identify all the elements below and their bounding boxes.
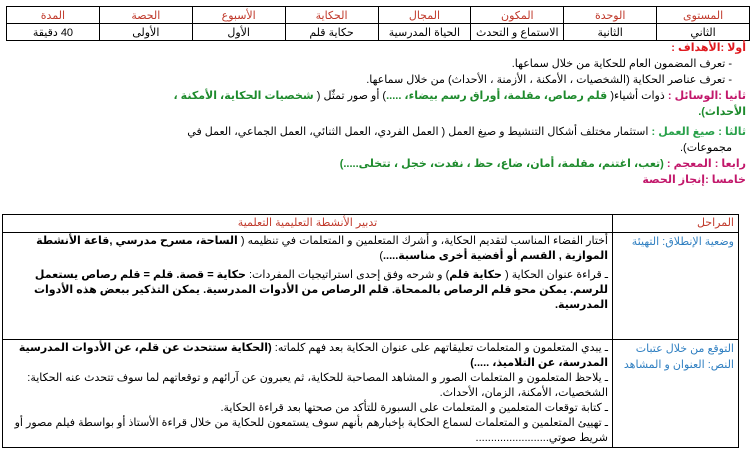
prediction-line-4: ـ تهييئ المتعلمين و المتعلمات لسماع الحكاية بإخبارهم بأنهم سوف يستمعون للحكاية من خلال قراءة الأستاذ أو بواسطة فيلم مصور أو شريط صوتي........................ [14, 417, 608, 444]
header-domain: المجال [378, 7, 471, 24]
means-text-mid: ) أو صور تمثّل ( [316, 90, 387, 102]
phase-warmup: وضعية الإنطلاق: التهيئة [613, 233, 739, 340]
value-story: حكاية قلم [285, 24, 378, 41]
lexicon-words: (تعب، اغتنم، مقلمة، أمان، ضاع، حظ ، نفدت، خجل ، تتخلى.....) [339, 158, 664, 170]
value-session: الأولى [99, 24, 192, 41]
lesson-info-table [6, 6, 750, 41]
warmup-p2-mid: ) و شرحه وفق إحدى استراتيجيات المفردات: [249, 269, 450, 281]
work-forms-line [8, 124, 746, 140]
work-forms-text: استثمار مختلف أشكال التنشيط و صيغ العمل ( العمل الفردي، العمل الثنائي، العمل الجماعي، العمل في [187, 126, 649, 138]
work-forms-label: ثالثا : صيغ العمل : [651, 126, 746, 138]
goals-title: أولا :الأهداف : [671, 42, 746, 54]
means-pictures: شخصيات الحكاية، الأمكنة ، [173, 90, 317, 102]
fifth-label: خامسا :إنجاز الحصة [642, 174, 746, 186]
warmup-paragraph-1 [7, 234, 608, 264]
lesson-header-row [3, 215, 739, 233]
header-duration: المدة [7, 7, 100, 24]
warmup-p1-end: ) [379, 250, 383, 262]
lesson-row-prediction [3, 340, 739, 448]
prediction-l1-examples: (الحكاية ستتحدث عن قلم، عن الأدوات المدرسية المدرسة، عن التلاميذ، .....) [18, 342, 608, 369]
header-level: المستوى [657, 7, 750, 24]
lesson-plan-body [8, 40, 746, 188]
header-week: الأسبوع [192, 7, 285, 24]
lesson-row-warmup [3, 233, 739, 340]
prediction-line-1 [7, 341, 608, 371]
value-week: الأول [192, 24, 285, 41]
means-line-2: الأحداث). [698, 106, 746, 118]
header-story: الحكاية [285, 7, 378, 24]
value-component: الاستماع و التحدث [471, 24, 564, 41]
means-text-pre: ذوات أشياء( [610, 90, 665, 102]
info-header-row [7, 7, 750, 24]
warmup-p1-spaces: الساحة، مسرح مدرسي ,قاعة الأنشطة الموازية , القسم أو أفضية أخرى مناسبة..... [36, 235, 608, 262]
means-line [8, 88, 746, 104]
activities-prediction [3, 340, 613, 448]
prediction-l1-text: ـ يبدي المتعلمون و المتعلمات تعليقاتهم على عنوان الحكاية بعد فهم كلماته: [274, 342, 608, 354]
value-level: الثاني [657, 24, 750, 41]
means-label: ثانيا :الوسائل : [667, 90, 746, 102]
header-phases: المراحل [613, 215, 739, 233]
means-objects: قلم رصاص، مقلمة، أوراق رسم بيضاء، ..... [386, 90, 611, 102]
value-duration: 40 دقيقة [7, 24, 100, 41]
goal-item-1: - تعرف المضمون العام للحكاية من خلال سماعها. [511, 58, 732, 70]
header-unit: الوحدة [564, 7, 657, 24]
lexicon-line [8, 156, 746, 172]
header-activities: تدبير الأنشطة التعليمية التعلمية [3, 215, 613, 233]
lexicon-label: رابعا : المعجم : [666, 158, 746, 170]
header-component: المكون [471, 7, 564, 24]
value-domain: الحياة المدرسية [378, 24, 471, 41]
value-unit: الثانية [564, 24, 657, 41]
lesson-activities-table [2, 214, 739, 448]
phase-prediction: التوقع من خلال عتبات النص: العنوان و المشاهد [613, 340, 739, 448]
info-value-row [7, 24, 750, 41]
work-forms-line-2: مجموعات). [679, 142, 732, 154]
activities-warmup [3, 233, 613, 340]
warmup-p2-title: حكاية قلم [449, 269, 505, 281]
warmup-p2-text: ـ قراءة عنوان الحكاية ( [504, 269, 608, 281]
goal-item-2: - تعرف عناصر الحكاية (الشخصيات ، الأمكنة ، الأزمنة ، الأحداث) من خلال سماعها. [366, 74, 732, 86]
prediction-line-3: ـ كتابة توقعات المتعلمين و المتعلمات على السبورة للتأكد من صحتها بعد قراءة الحكاية. [220, 402, 608, 414]
warmup-p2-definitions: حكاية = قصة. قلم = قلم رصاص يستعمل للرسم. يمكن محو قلم الرصاص بالممحاة. قلم الرصاص من الأدوات المدرسية. يمكن التذكير ببعض هذه الأدوات المدرسية. [33, 269, 608, 311]
header-session: الحصة [99, 7, 192, 24]
warmup-paragraph-2 [7, 268, 608, 313]
prediction-line-2: ـ يلاحظ المتعلمون و المتعلمات الصور و المشاهد المصاحبة للحكاية، ثم يعبرون عن آرائهم و توقعاتهم لما سوف تتحدث عنه الحكاية: الشخصيات، الأمكنة، الزمان، الأحداث. [27, 372, 608, 399]
warmup-p1-text: أختار الفضاء المناسب لتقديم الحكاية، و أشرك المتعلمين و المتعلمات في تنظيمه ( [240, 235, 608, 247]
